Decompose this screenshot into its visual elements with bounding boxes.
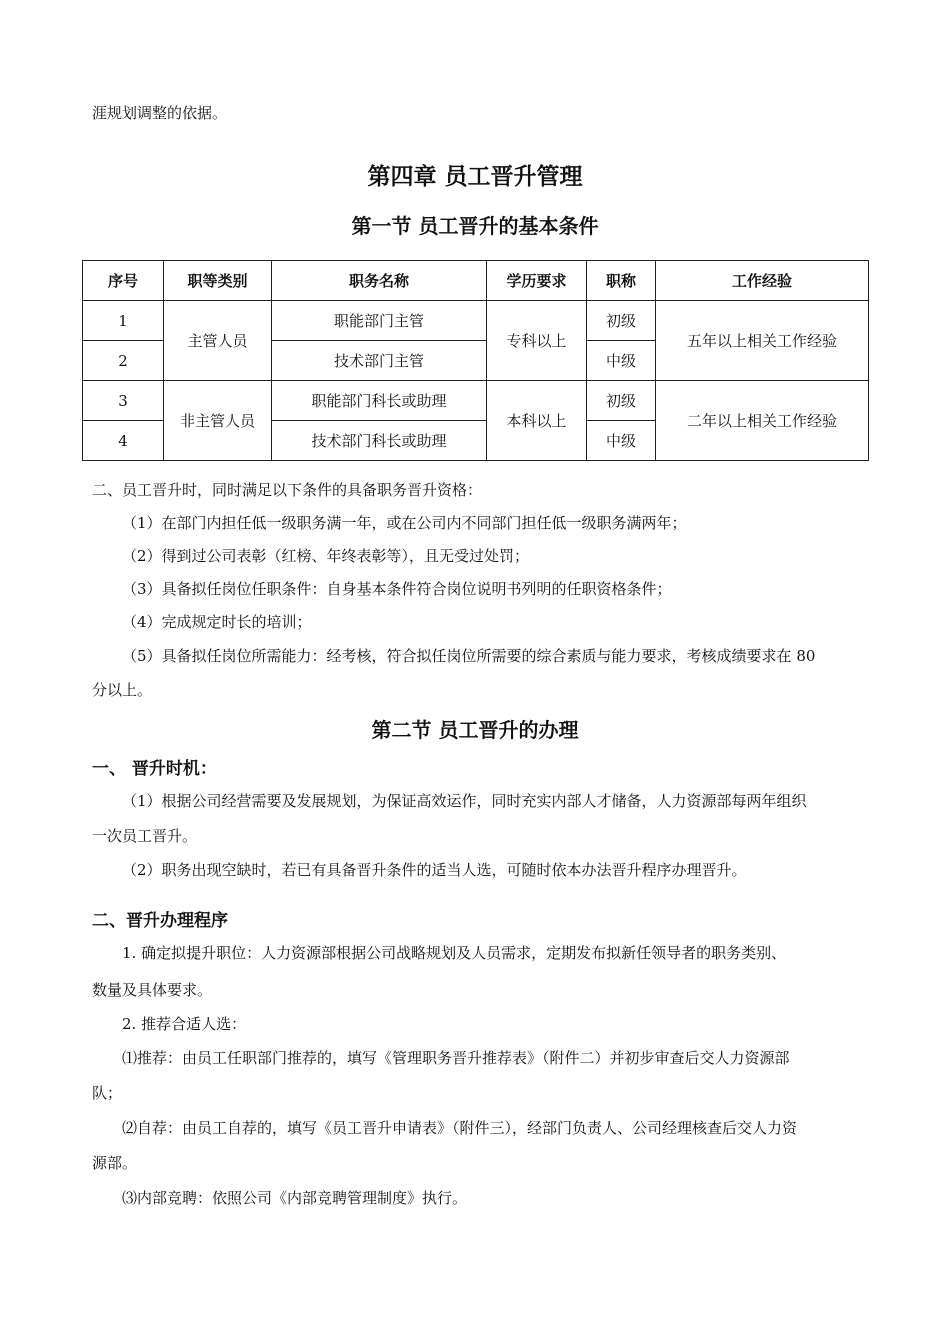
condition-item-cont: 分以上。 [92,681,153,699]
procedure-heading: 二、晋升办理程序 [92,911,228,931]
condition-item: （1）在部门内担任低一级职务满一年，或在公司内不同部门担任低一级职务满两年； [122,514,687,532]
header-cell: 职等类别 [164,261,272,301]
education-cell: 专科以上 [487,301,587,381]
timing-paragraph-cont: 一次员工晋升。 [92,827,198,845]
category-cell: 非主管人员 [164,381,272,461]
position-cell: 技术部门主管 [272,341,487,381]
procedure-sub-item: ⑵自荐：由员工自荐的，填写《员工晋升申请表》（附件三），经部门负责人、公司经理核查后交人力资 [122,1119,798,1137]
procedure-sub-item: ⑴推荐：由员工任职部门推荐的，填写《管理职务晋升推荐表》（附件二）并初步审查后交人力资源部 [122,1049,790,1067]
timing-paragraph: （2）职务出现空缺时，若已有具备晋升条件的适当人选，可随时依本办法晋升程序办理晋升。 [122,861,747,879]
header-cell: 工作经验 [656,261,869,301]
position-cell: 技术部门科长或助理 [272,421,487,461]
procedure-sub-item-cont: 源部。 [92,1154,138,1172]
row-number: 1 [83,301,164,341]
header-cell: 职称 [587,261,656,301]
conditions-intro: 二、员工晋升时，同时满足以下条件的具备职务晋升资格： [92,481,483,499]
category-cell: 主管人员 [164,301,272,381]
row-number: 4 [83,421,164,461]
procedure-sub-item-cont: 队； [92,1084,123,1102]
section-title-2: 第二节 员工晋升的办理 [371,718,579,742]
table-header-row [83,261,869,301]
title-cell: 初级 [587,301,656,341]
procedure-step: 1. 确定拟提升职位：人力资源部根据公司战略规划及人员需求，定期发布拟新任领导者的职务类别、 [122,944,787,962]
promotion-conditions-table [82,260,869,461]
chapter-title: 第四章 员工晋升管理 [367,164,583,190]
position-cell: 职能部门科长或助理 [272,381,487,421]
table-row [83,301,869,341]
procedure-step-cont: 数量及具体要求。 [92,981,213,999]
row-number: 2 [83,341,164,381]
intro-line: 涯规划调整的依据。 [92,104,228,122]
title-cell: 初级 [587,381,656,421]
condition-item: （5）具备拟任岗位所需能力：经考核，符合拟任岗位所需要的综合素质与能力要求，考核成绩要求在 80 [122,647,816,665]
procedure-sub-item: ⑶内部竞聘：依照公司《内部竞聘管理制度》执行。 [122,1189,468,1207]
header-cell: 职务名称 [272,261,487,301]
title-cell: 中级 [587,341,656,381]
position-cell: 职能部门主管 [272,301,487,341]
header-cell: 学历要求 [487,261,587,301]
experience-cell: 五年以上相关工作经验 [656,301,869,381]
education-cell: 本科以上 [487,381,587,461]
title-cell: 中级 [587,421,656,461]
condition-item: （4）完成规定时长的培训； [122,613,312,631]
header-cell: 序号 [83,261,164,301]
table-row [83,381,869,421]
timing-heading: 一、 晋升时机： [92,759,217,779]
procedure-step: 2. 推荐合适人选： [122,1015,247,1033]
experience-cell: 二年以上相关工作经验 [656,381,869,461]
condition-item: （3）具备拟任岗位任职条件：自身基本条件符合岗位说明书列明的任职资格条件； [122,580,672,598]
row-number: 3 [83,381,164,421]
condition-item: （2）得到过公司表彰（红榜、年终表彰等），且无受过处罚； [122,547,530,565]
section-title-1: 第一节 员工晋升的基本条件 [351,214,599,238]
timing-paragraph: （1）根据公司经营需要及发展规划，为保证高效运作，同时充实内部人才储备，人力资源部每两年组织 [122,792,807,810]
